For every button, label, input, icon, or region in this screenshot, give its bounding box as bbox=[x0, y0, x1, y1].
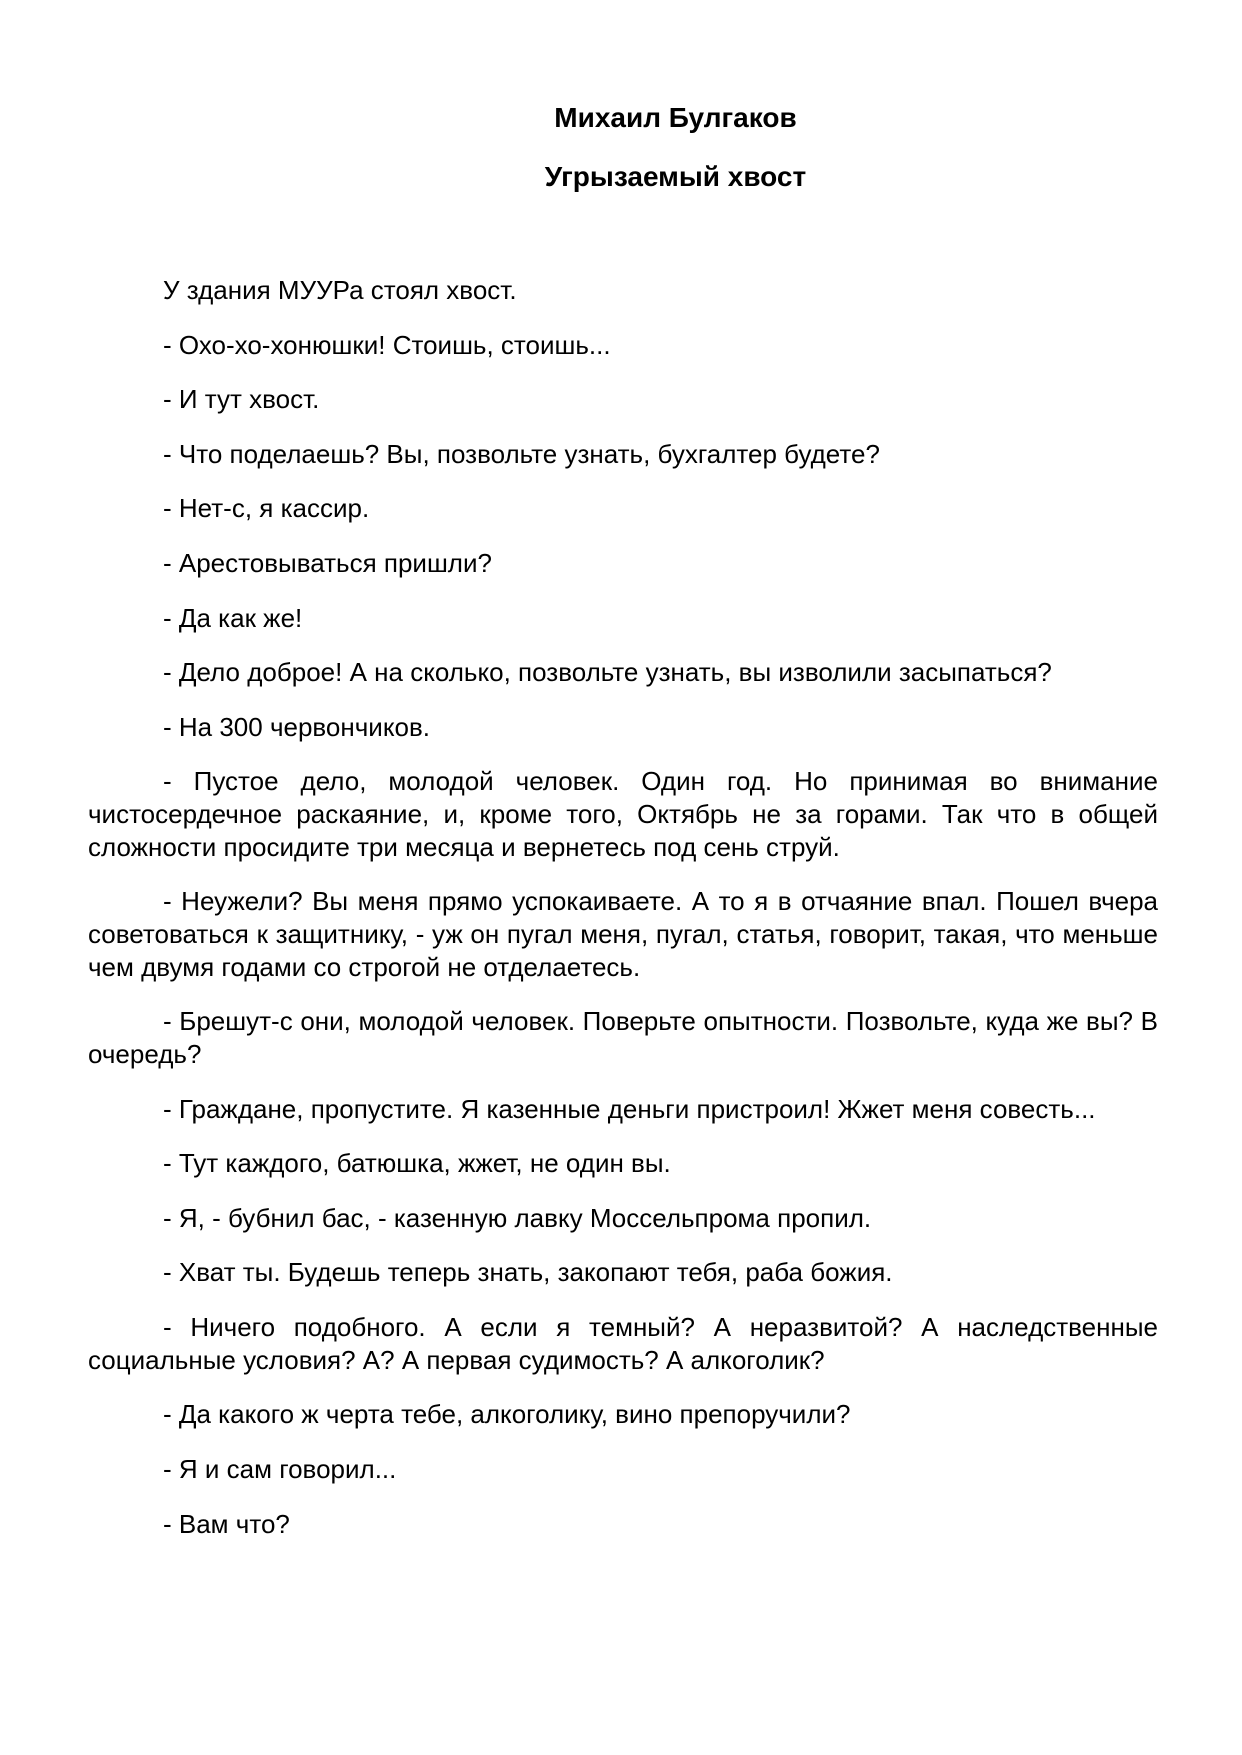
story-body bbox=[88, 274, 1158, 1562]
paragraph: - Да как же! bbox=[163, 602, 303, 633]
paragraph: - Брешут-с они, молодой человек. Поверьте опытности. Позвольте, куда же вы? В очередь? bbox=[88, 1006, 1158, 1070]
paragraph: - Я, - бубнил бас, - казенную лавку Моссельпрома пропил. bbox=[163, 1202, 872, 1233]
paragraph: - Граждане, пропустите. Я казенные деньги пристроил! Жжет меня совесть... bbox=[163, 1093, 1096, 1124]
paragraph: - На 300 червончиков. bbox=[163, 711, 430, 742]
paragraph: У здания МУУРа стоял хвост. bbox=[163, 275, 517, 305]
paragraph: - Хват ты. Будешь теперь знать, закопают тебя, раба божия. bbox=[163, 1257, 893, 1288]
paragraph: - Нет-с, я кассир. bbox=[163, 493, 370, 524]
paragraph: - Арестовываться пришли? bbox=[163, 547, 492, 578]
paragraph: - Охо-хо-хонюшки! Стоишь, стоишь... bbox=[163, 329, 611, 360]
paragraph: - Я и сам говорил... bbox=[163, 1453, 397, 1484]
paragraph: - Дело доброе! А на сколько, позвольте узнать, вы изволили засыпаться? bbox=[163, 657, 1052, 688]
paragraph: - И тут хвост. bbox=[163, 384, 320, 415]
paragraph: - Да какого ж черта тебе, алкоголику, вино препоручили? bbox=[163, 1399, 851, 1430]
paragraph: - Что поделаешь? Вы, позвольте узнать, бухгалтер будете? bbox=[163, 438, 880, 469]
paragraph: - Ничего подобного. А если я темный? А неразвитой? А наследственные социальные условия? А? А первая судимость? А алкоголик? bbox=[88, 1312, 1158, 1375]
paragraph: - Неужели? Вы меня прямо успокаиваете. А то я в отчаяние впал. Пошел вчера советоваться к защитнику, - уж он пугал меня, пугал, статья, говорит, такая, что меньше чем двумя годами со строгой не отделаетесь. bbox=[88, 886, 1158, 982]
paragraph: - Пустое дело, молодой человек. Один год. Но принимая во внимание чистосердечное раскаяние, и, кроме того, Октябрь не за горами. Так что в общей сложности просидите три месяца и вернетесь под сень струй. bbox=[88, 766, 1158, 862]
story-title: Угрызаемый хвост bbox=[544, 161, 807, 192]
paragraph: - Тут каждого, батюшка, жжет, не один вы. bbox=[163, 1148, 671, 1179]
paragraph: - Вам что? bbox=[163, 1508, 290, 1539]
author-heading: Михаил Булгаков bbox=[554, 102, 797, 133]
